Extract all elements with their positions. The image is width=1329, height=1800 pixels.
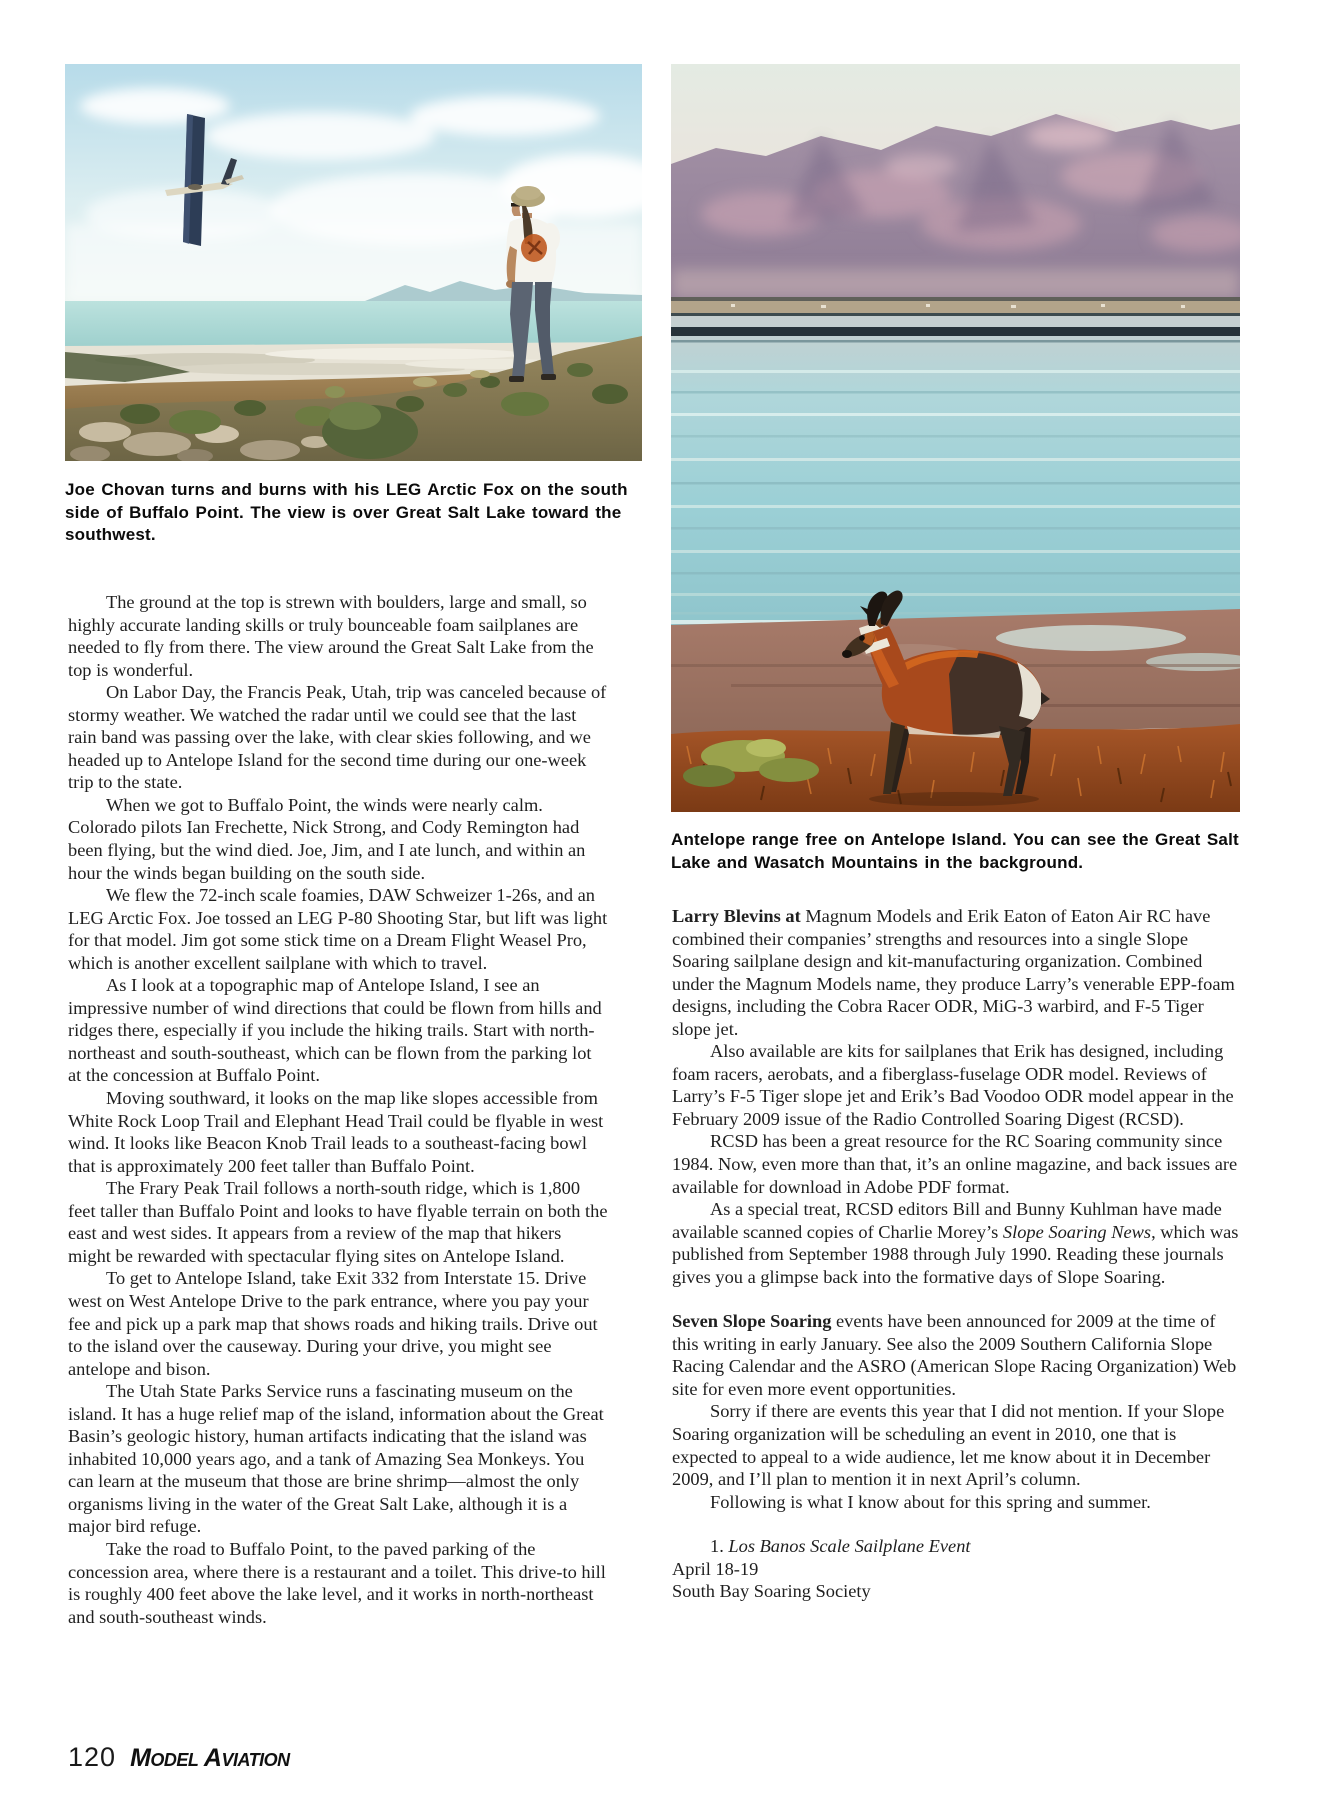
right-text-column (672, 905, 1242, 1603)
text-run: As I look at a topographic map of Antelope Island, I see an impressive number of wind directions that could be flown from hills and ridges there, especially if you include the hiking trails. Start with north-northeast and south-southeast, which can be flown from the parking lot at the concession at Buffalo Point. (68, 975, 602, 1086)
text-run: Take the road to Buffalo Point, to the paved parking of the concession area, where there is a restaurant and a toilet. This drive-to hill is roughly 400 feet above the lake level, and it works in north-northeast and south-southeast winds. (68, 1538, 606, 1627)
paragraph (68, 681, 608, 794)
magazine-logo: Model Aviation (130, 1744, 290, 1772)
right-photo-caption: Antelope range free on Antelope Island. You can see the Great Salt Lake and Wasatch Mountains in the background. (671, 830, 1239, 872)
page-number: 120 (68, 1742, 117, 1772)
text-run: On Labor Day, the Francis Peak, Utah, trip was canceled because of stormy weather. We watched the radar until we could see that the last rain band was passing over the lake, with clear skies following, and we headed up to Antelope Island for the second time during our one-week trip to the state. (68, 682, 607, 793)
paragraph (672, 1198, 1242, 1288)
page-footer (68, 1742, 290, 1773)
paragraph (672, 1535, 1242, 1558)
paragraph (68, 1538, 608, 1628)
paragraph (68, 1087, 608, 1177)
text-run: Also available are kits for sailplanes that Erik has designed, including foam racers, aerobats, and a fiberglass-fuselage ODR model. Reviews of Larry’s F-5 Tiger slope jet and Erik’s Bad Voodoo ODR model appear in the February 2009 issue of the Radio Controlled Soaring Digest (RCSD). (672, 1041, 1234, 1129)
text-run: We flew the 72-inch scale foamies, DAW Schweizer 1-26s, and an LEG Arctic Fox. Joe tossed an LEG P-80 Shooting Star, but lift was light for that model. Jim got some stick time on a Dream Flight Weasel Pro, which is another excellent sailplane with which to travel. (68, 885, 608, 973)
text-run: Following is what I know about for this spring and summer. (710, 1491, 1151, 1512)
paragraph (68, 1380, 608, 1538)
paragraph (68, 591, 608, 681)
text-run: To get to Antelope Island, take Exit 332 from Interstate 15. Drive west on West Antelope Drive to the park entrance, where you pay your fee and pick up a park map that shows roads and hiking trails. Drive out to the island over the causeway. During your drive, you might see antelope and bison. (68, 1268, 598, 1379)
paragraph (672, 1558, 1242, 1581)
text-run: Sorry if there are events this year that I did not mention. If your Slope Soaring organization will be scheduling an event in 2010, one that is expected to appeal to a wide audience, let me know about it in December 2009, and I’ll plan to mention it in next April’s column. (672, 1401, 1225, 1490)
text-run: April 18-19 (672, 1558, 759, 1579)
text-run: Larry Blevins at (672, 906, 806, 926)
slope-soaring-scene (65, 64, 642, 461)
text-run: RCSD has been a great resource for the RC Soaring community since 1984. Now, even more than that, it’s an online magazine, and back issues are available for download in Adobe PDF format. (672, 1131, 1238, 1197)
text-run: 1. (710, 1536, 729, 1557)
text-run: Slope Soaring News (1002, 1221, 1152, 1242)
text-run: The Frary Peak Trail follows a north-south ridge, which is 1,800 feet taller than Buffalo Point and looks to have flyable terrain on both the east and west sides. It appears from a review of the map that hikers might be rewarded with spectacular flying sites on Antelope Island. (68, 1178, 608, 1266)
text-run: As a special treat, RCSD editors Bill and Bunny Kuhlman have made available scanned copies of Charlie Morey’s (672, 1199, 1222, 1242)
shoreline-edge (671, 313, 1240, 316)
left-text-column (68, 591, 608, 1628)
text-run: The ground at the top is strewn with boulders, large and small, so highly accurate landing skills or truly bounceable foam sailplanes are needed to fly from there. The view around the Great Salt Lake from the top is wonderful. (68, 592, 594, 680)
text-run: South Bay Soaring Society (672, 1581, 871, 1602)
paragraph (672, 1040, 1242, 1130)
paragraph (68, 884, 608, 974)
text-run: The Utah State Parks Service runs a fascinating museum on the island. It has a huge relief map of the island, information about the Great Basin’s geologic history, human artifacts indicating that the island was inhabited 10,000 years ago, and a tank of Amazing Sea Monkeys. You can learn at the museum that those are brine shrimp—almost the only organisms living in the water of the Great Salt Lake, although it is a major bird refuge. (68, 1381, 604, 1537)
left-photo-caption: Joe Chovan turns and burns with his LEG Arctic Fox on the south side of Buffalo Point. The view is over Great Salt Lake toward the southwest. (65, 480, 628, 544)
text-run: When we got to Buffalo Point, the winds were nearly calm. Colorado pilots Ian Frechette, Nick Strong, and Cody Remington had been flying, but the wind died. Joe, Jim, and I ate lunch, and within an hour the winds began building on the south side. (68, 794, 586, 883)
paragraph (68, 1267, 608, 1380)
lake-water (671, 316, 1240, 625)
text-run: Moving southward, it looks on the map like slopes accessible from White Rock Loop Trail and Elephant Head Trail could be flyable in west wind. It looks like Beacon Knob Trail leads to a southeast-facing bowl that is approximately 200 feet taller than Buffalo Point. (68, 1088, 604, 1176)
text-run: Magnum Models and Erik Eaton of Eaton Air RC have combined their companies’ strengths and resources into a single Slope Soaring sailplane design and kit-manufacturing organization. Combined under the Magnum Models name, they produce Larry’s venerable EPP-foam designs, including the Cobra Racer ODR, MiG-3 warbird, and F-5 Tiger slope jet. (672, 906, 1235, 1039)
antelope-scene (671, 64, 1240, 812)
paragraph (672, 1491, 1242, 1514)
far-shore (671, 301, 1240, 314)
paragraph (672, 1400, 1242, 1490)
photo-antelope (671, 64, 1240, 812)
paragraph (672, 1130, 1242, 1198)
text-run: events have been announced for 2009 at the time of this writing in early January. See also the 2009 Southern California Slope Racing Calendar and the ASRO (American Slope Racing Organization) Web site for even more event opportunities. (672, 1311, 1237, 1399)
paragraph (672, 1310, 1242, 1400)
text-run: , which was published from September 1988 through July 1990. Reading these journals gives you a glimpse back into the formative days of Slope Soaring. (672, 1221, 1239, 1287)
photo-slope-soaring (65, 64, 642, 461)
paragraph (68, 794, 608, 884)
paragraph (68, 974, 608, 1087)
text-run: Seven Slope Soaring (672, 1311, 837, 1332)
paragraph (672, 1580, 1242, 1603)
paragraph (672, 905, 1242, 1040)
paragraph (68, 1177, 608, 1267)
clouds (65, 88, 642, 304)
text-run: Los Banos Scale Sailplane Event (728, 1536, 971, 1557)
lake (65, 301, 642, 347)
